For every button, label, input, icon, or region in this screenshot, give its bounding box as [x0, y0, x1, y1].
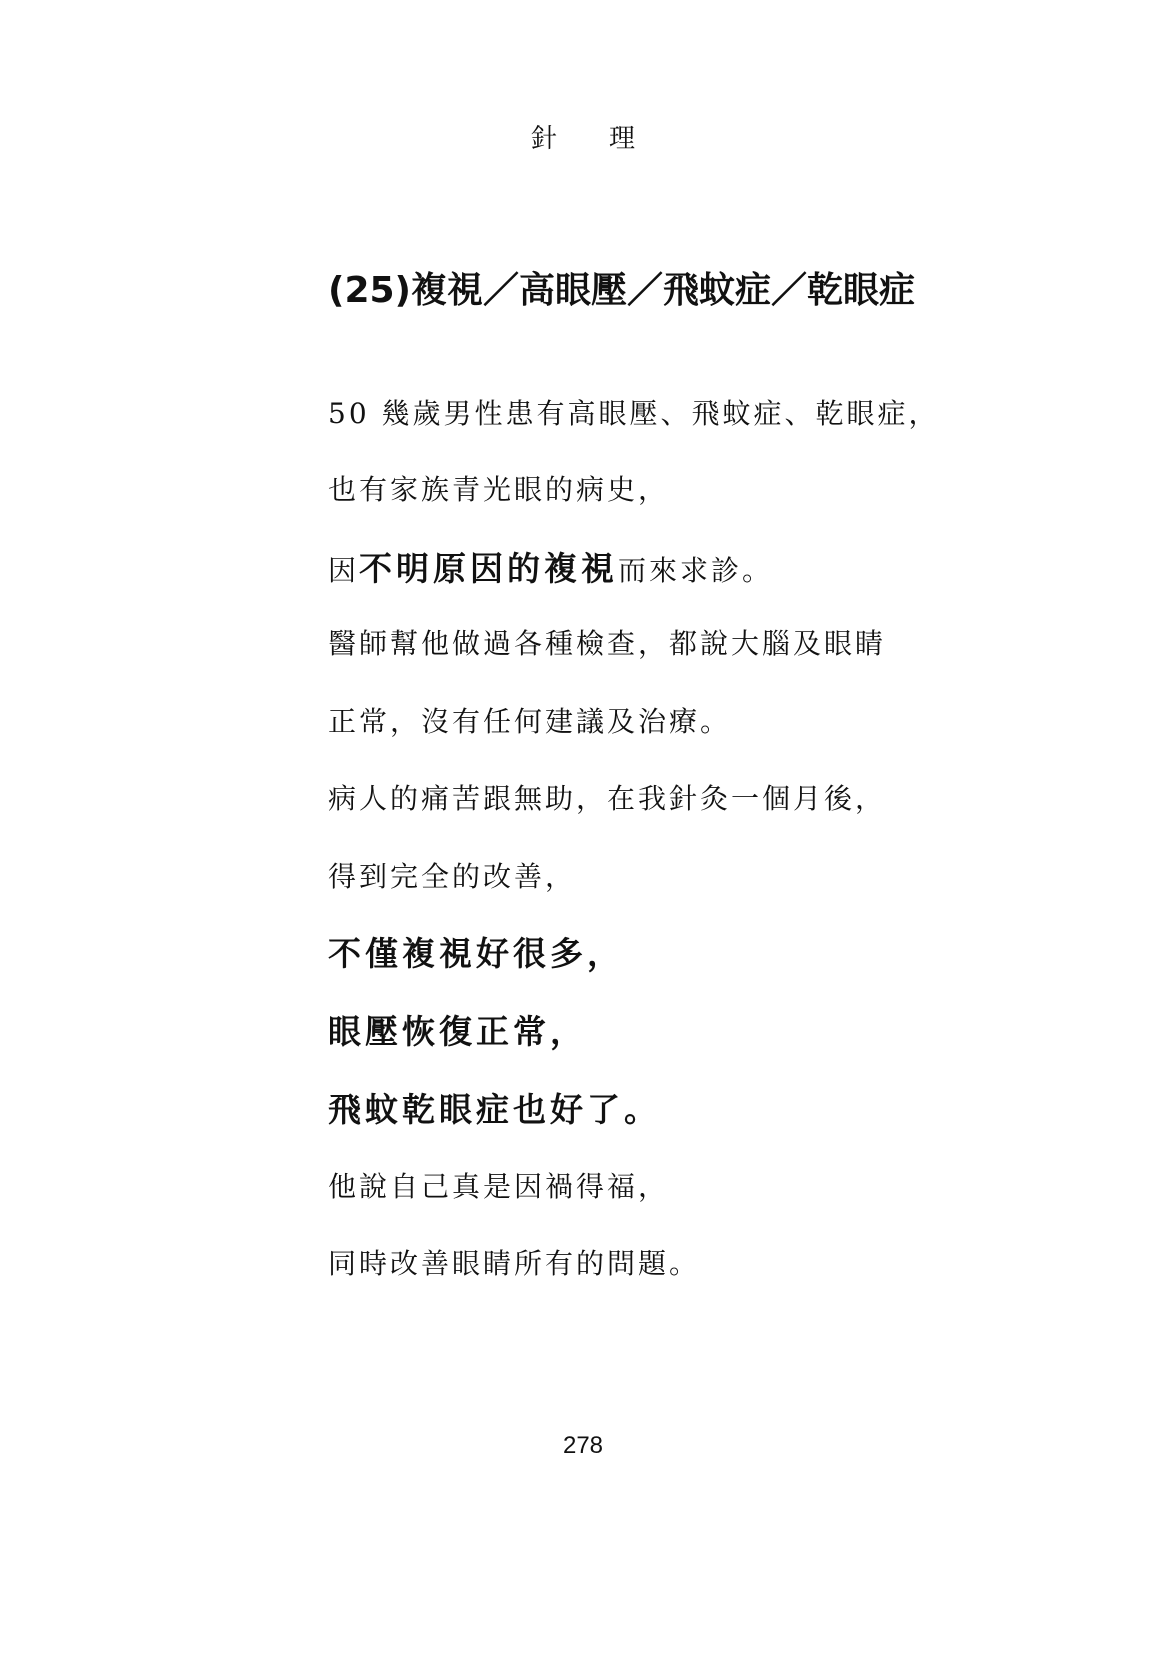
- emphasized-line: 眼壓恢復正常，: [328, 1012, 587, 1051]
- paragraph-line: 也有家族青光眼的病史，: [328, 473, 670, 506]
- paragraph-line: 50 幾歲男性患有高眼壓、飛蚊症、乾眼症，: [328, 397, 940, 430]
- paragraph-line: 正常，沒有任何建議及治療。: [328, 705, 732, 738]
- paragraph-line: 得到完全的改善，: [328, 860, 577, 893]
- emphasized-line: 飛蚊乾眼症也好了。: [328, 1090, 661, 1129]
- paragraph-line: 他說自己真是因禍得福，: [328, 1170, 670, 1203]
- emphasized-line: 不僅複視好很多，: [328, 934, 624, 973]
- line-text: 因: [328, 554, 360, 587]
- paragraph-line: [328, 543, 773, 590]
- paragraph-line: 病人的痛苦跟無助，在我針灸一個月後，: [328, 782, 887, 815]
- paragraph-line: 醫師幫他做過各種檢查，都說大腦及眼睛: [328, 627, 887, 660]
- chapter-title: (25)複視／高眼壓／飛蚊症／乾眼症: [328, 270, 916, 311]
- emphasized-text: 不明原因的複視: [359, 549, 619, 588]
- paragraph-line: 同時改善眼睛所有的問題。: [328, 1247, 701, 1280]
- line-text: 而來求診。: [618, 554, 774, 587]
- running-header: 針理: [530, 124, 687, 154]
- page-number: 278: [562, 1432, 604, 1459]
